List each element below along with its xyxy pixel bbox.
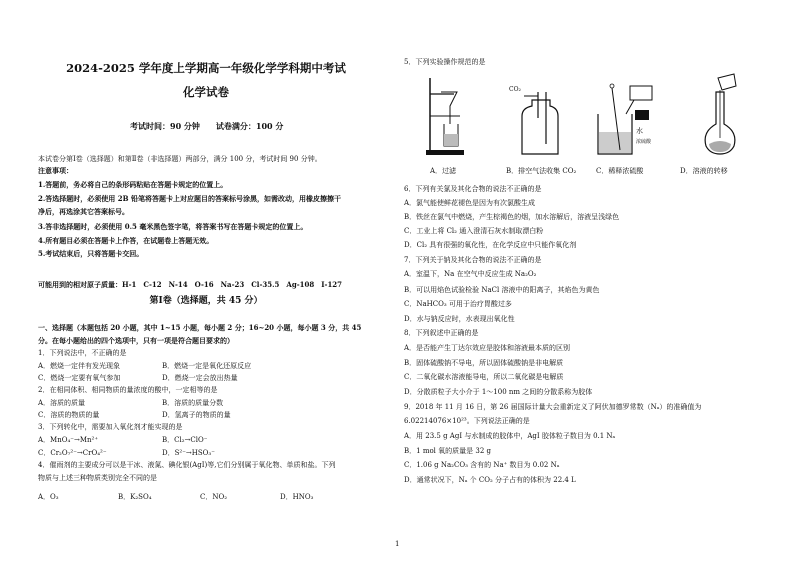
q7-option-d: D．水与钠反应时，水表现出氧化性 bbox=[404, 315, 515, 323]
acid-dilution-setup bbox=[590, 74, 660, 158]
notice-4: 4.所有题目必须在答题卡上作答，在试题卷上答题无效。 bbox=[38, 236, 214, 245]
exam-time-score: 考试时间：90 分钟 试卷满分：100 分 bbox=[130, 121, 284, 131]
q8-stem: 8．下列叙述中正确的是 bbox=[404, 329, 479, 337]
q4-option-a: A．O₃ bbox=[38, 493, 59, 501]
notice-5: 5.考试结束后，只将答题卡交回。 bbox=[38, 249, 144, 258]
q8-option-d: D．分散质粒子大小介于 1～100 nm 之间的分散系称为胶体 bbox=[404, 388, 593, 396]
exam-title: 2024-2025 学年度上学期高一年级化学学科期中考试 bbox=[66, 61, 346, 75]
q9-stem-line1: 9．2018 年 11 月 16 日，第 26 届国际计量大会重新定义了阿伏加德罗常数（Nₐ）的准确值为 bbox=[404, 403, 702, 411]
section1-line1: 一、选择题（本题包括 20 小题，其中 1~15 小题，每小题 2 分；16~20 小题，每小题 3 分，共 45 bbox=[38, 323, 362, 332]
q6-option-b: B．铁丝在氯气中燃烧，产生棕褐色的烟，加水溶解后，溶液呈浅绿色 bbox=[404, 213, 620, 221]
q5-option-a: A．过滤 bbox=[430, 167, 457, 175]
notice-2: 2.答选择题时，必须使用 2B 铅笔将答题卡上对应题目的答案标号涂黑，如需改动，用橡皮擦擦干 bbox=[38, 194, 341, 203]
q1-option-c: C．燃烧一定要有氧气参加 bbox=[38, 374, 121, 382]
q3-option-a: A．MnO₄⁻→Mn²⁺ bbox=[38, 436, 99, 444]
q4-option-d: D．HNO₃ bbox=[280, 493, 314, 501]
q4-option-b: B．K₂SO₄ bbox=[118, 493, 152, 501]
q9-option-c: C．1.06 g Na₂CO₃ 含有的 Na⁺ 数目为 0.02 Nₐ bbox=[404, 461, 560, 469]
q1-stem: 1．下列说法中，不正确的是 bbox=[38, 349, 127, 357]
water-label: 水 bbox=[636, 127, 643, 135]
q5-option-d: D．溶液的转移 bbox=[680, 167, 728, 175]
q2-option-c: C．溶质的物质的量 bbox=[38, 411, 100, 419]
q6-option-d: D．Cl₂ 具有很强的氧化性，在化学反应中只能作氧化剂 bbox=[404, 241, 577, 249]
exam-subtitle: 化学试卷 bbox=[183, 85, 229, 99]
q7-stem: 7．下列关于钠及其化合物的说法不正确的是 bbox=[404, 256, 542, 264]
co2-collection-bottle bbox=[506, 82, 562, 158]
q6-stem: 6．下列有关氯及其化合物的说法不正确的是 bbox=[404, 185, 542, 193]
q4-stem-line2: 物质与上述三种物质类别完全不同的是 bbox=[38, 474, 157, 482]
q5-option-c: C．稀释浓硫酸 bbox=[596, 167, 644, 175]
q4-stem-line1: 4．催雨剂的主要成分可以是干冰、液氮、碘化银(AgI)等,它们分别属于氧化物、单质和盐。下列 bbox=[38, 461, 336, 469]
q7-option-a: A．室温下，Na 在空气中反应生成 Na₂O₂ bbox=[404, 270, 537, 278]
q2-option-b: B．溶质的质量分数 bbox=[162, 399, 224, 407]
q2-option-a: A．溶质的质量 bbox=[38, 399, 86, 407]
q5-stem: 5．下列实验操作规范的是 bbox=[404, 58, 486, 66]
q5-option-b: B．排空气法收集 CO₂ bbox=[506, 167, 577, 175]
q1-option-a: A．燃烧一定伴有发光现象 bbox=[38, 362, 121, 370]
co2-label: CO₂ bbox=[509, 86, 521, 93]
notice-2-cont: 净后，再选涂其它答案标号。 bbox=[38, 207, 129, 216]
section1-line2: 分。在每小题给出的四个选项中，只有一项是符合题目要求的） bbox=[38, 336, 234, 345]
q6-option-c: C．工业上将 Cl₂ 通入澄清石灰水制取漂白粉 bbox=[404, 227, 544, 235]
atomic-masses: 可能用到的相对原子质量：H-1 C-12 N-14 O-16 Na-23 Cl-35.5 Ag-108 I-127 bbox=[38, 280, 343, 289]
q8-option-a: A．是否能产生丁达尔效应是胶体和溶液最本质的区别 bbox=[404, 344, 571, 352]
q9-option-b: B．1 mol 氧的质量是 32 g bbox=[404, 447, 491, 455]
notice-1: 1.答题前，务必将自己的条形码粘贴在答题卡规定的位置上。 bbox=[38, 180, 228, 189]
conc-acid-label: 浓硫酸 bbox=[636, 139, 652, 145]
q1-option-d: D．燃烧一定会放出热量 bbox=[162, 374, 238, 382]
q2-stem: 2．在相同体积、相同物质的量浓度的酸中，一定相等的是 bbox=[38, 386, 218, 394]
q9-stem-line2: 6.02214076×10²³。下列说法正确的是 bbox=[404, 417, 530, 425]
q4-option-c: C．NO₂ bbox=[200, 493, 228, 501]
q3-stem: 3．下列转化中，需要加入氧化剂才能实现的是 bbox=[38, 423, 183, 431]
notice-heading: 注意事项： bbox=[38, 166, 73, 175]
q3-option-b: B．Cl₂→ClO⁻ bbox=[162, 436, 208, 444]
q7-option-c: C．NaHCO₃ 可用于治疗胃酸过多 bbox=[404, 300, 512, 308]
q6-option-a: A．氯气能使鲜花褪色是因为有次氯酸生成 bbox=[404, 199, 536, 207]
q9-option-a: A．用 23.5 g AgI 与水制成的胶体中，AgI 胶体粒子数目为 0.1 Nₐ bbox=[404, 432, 616, 440]
q7-option-b: B．可以用焰色试验检验 NaCl 溶液中的阳离子，其焰色为黄色 bbox=[404, 286, 600, 294]
part1-title: 第Ⅰ卷（选择题，共 45 分） bbox=[149, 296, 263, 306]
filtration-apparatus bbox=[424, 72, 468, 158]
solution-transfer-flask bbox=[700, 72, 750, 158]
page-number: 1 bbox=[395, 540, 400, 548]
q9-option-d: D．通常状况下，Nₐ 个 CO₂ 分子占有的体积为 22.4 L bbox=[404, 476, 576, 484]
q3-option-d: D．S²⁻→HSO₃⁻ bbox=[162, 449, 215, 457]
notice-3: 3.答非选择题时，必须使用 0.5 毫米黑色签字笔，将答案书写在答题卡规定的位置上。 bbox=[38, 222, 308, 231]
q2-option-d: D．氢离子的物质的量 bbox=[162, 411, 231, 419]
exam-intro: 本试卷分第Ⅰ卷（选择题）和第Ⅱ卷（非选择题）两部分，满分 100 分，考试时间 90 分钟。 bbox=[38, 155, 322, 163]
q3-option-c: C．Cr₂O₇²⁻→CrO₄²⁻ bbox=[38, 449, 107, 457]
q8-option-b: B．固体硫酸钠不导电，所以固体硫酸钠是非电解质 bbox=[404, 359, 564, 367]
q8-option-c: C．二氧化碳水溶液能导电，所以二氧化碳是电解质 bbox=[404, 373, 564, 381]
q1-option-b: B．燃烧一定是氧化还原反应 bbox=[162, 362, 252, 370]
